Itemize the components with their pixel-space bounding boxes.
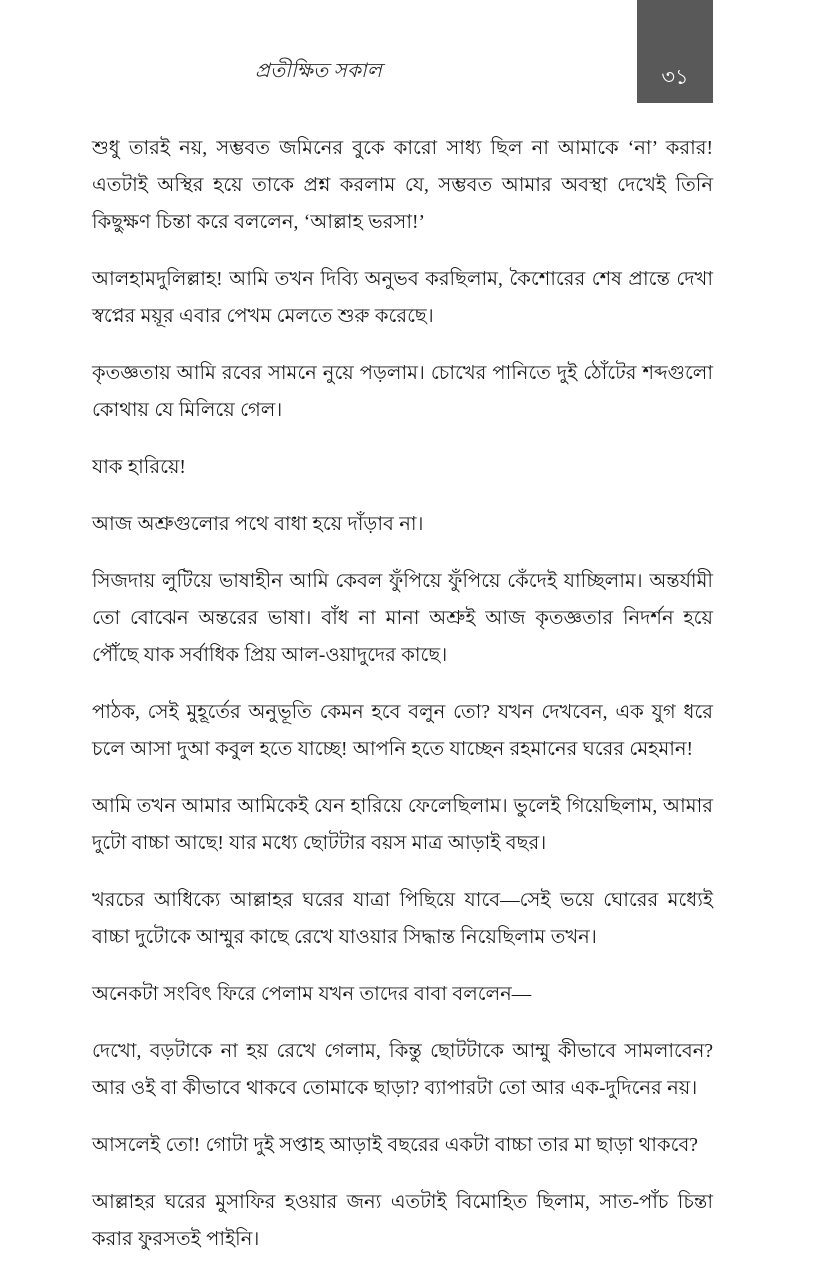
paragraph: অনেকটা সংবিৎ ফিরে পেলাম যখন তাদের বাবা বললেন— bbox=[92, 984, 532, 1005]
paragraph: শুধু তারই নয়, সম্ভবত জমিনের বুকে কারো সাধ্য ছিল না আমাকে ‘না’ করার! এতটাই অস্থির হয়ে তাকে প্রশ্ন করলাম যে, সম্ভবত আমার অবস্থা দেখেই তিনি কিছুক্ষণ চিন্তা করে বললেন, ‘আল্লাহ ভরসা!’ bbox=[92, 138, 713, 233]
paragraph: দেখো, বড়টাকে না হয় রেখে গেলাম, কিন্তু ছোটটাকে আম্মু কীভাবে সামলাবেন? আর ওই বা কীভাবে থাকবে তোমাকে ছাড়া? ব্যাপারটা তো আর এক-দুদিনের নয়। bbox=[92, 1041, 713, 1099]
paragraph: আসলেই তো! গোটা দুই সপ্তাহ আড়াই বছরের একটা বাচ্চা তার মা ছাড়া থাকবে? bbox=[92, 1135, 698, 1156]
folio-box bbox=[637, 0, 713, 103]
paragraph: পাঠক, সেই মুহূর্তের অনুভূতি কেমন হবে বলুন তো? যখন দেখবেন, এক যুগ ধরে চলে আসা দুআ কবুল হতে যাচ্ছে! আপনি হতে যাচ্ছেন রহমানের ঘরের মেহমান! bbox=[92, 702, 713, 760]
paragraph: আল্লাহর ঘরের মুসাফির হওয়ার জন্য এতটাই বিমোহিত ছিলাম, সাত-পাঁচ চিন্তা করার ফুরসতই পাইনি। bbox=[92, 1192, 713, 1250]
page-number: ৩১ bbox=[661, 65, 689, 89]
paragraph: আজ অশ্রুগুলোর পথে বাধা হয়ে দাঁড়াব না। bbox=[92, 514, 424, 535]
paragraph: কৃতজ্ঞতায় আমি রবের সামনে নুয়ে পড়লাম। চোখের পানিতে দুই ঠোঁটের শব্দগুলো কোথায় যে মিলিয়ে গেল। bbox=[92, 363, 713, 421]
paragraph: সিজদায় লুটিয়ে ভাষাহীন আমি কেবল ফুঁপিয়ে ফুঁপিয়ে কেঁদেই যাচ্ছিলাম। অন্তর্যামী তো বোঝেন অন্তরের ভাষা। বাঁধ না মানা অশ্রুই আজ কৃতজ্ঞতার নিদর্শন হয়ে পৌঁছে যাক সর্বাধিক প্রিয় আল-ওয়াদুদের কাছে। bbox=[92, 571, 713, 666]
page-header bbox=[0, 0, 822, 110]
paragraph: আমি তখন আমার আমিকেই যেন হারিয়ে ফেলেছিলাম। ভুলেই গিয়েছিলাম, আমার দুটো বাচ্চা আছে! যার মধ্যে ছোটটার বয়স মাত্র আড়াই বছর। bbox=[92, 796, 713, 854]
paragraph: আলহামদুলিল্লাহ! আমি তখন দিব্যি অনুভব করছিলাম, কৈশোরের শেষ প্রান্তে দেখা স্বপ্নের ময়ূর এবার পেখম মেলতে শুরু করেছে। bbox=[92, 269, 713, 327]
paragraph: খরচের আধিক্যে আল্লাহর ঘরের যাত্রা পিছিয়ে যাবে—সেই ভয়ে ঘোরের মধ্যেই বাচ্চা দুটোকে আম্মুর কাছে রেখে যাওয়ার সিদ্ধান্ত নিয়েছিলাম তখন। bbox=[92, 890, 713, 948]
running-title: প্রতীক্ষিত সকাল bbox=[254, 60, 383, 82]
paragraph: যাক হারিয়ে! bbox=[92, 457, 186, 478]
body-text-block bbox=[92, 130, 713, 1258]
